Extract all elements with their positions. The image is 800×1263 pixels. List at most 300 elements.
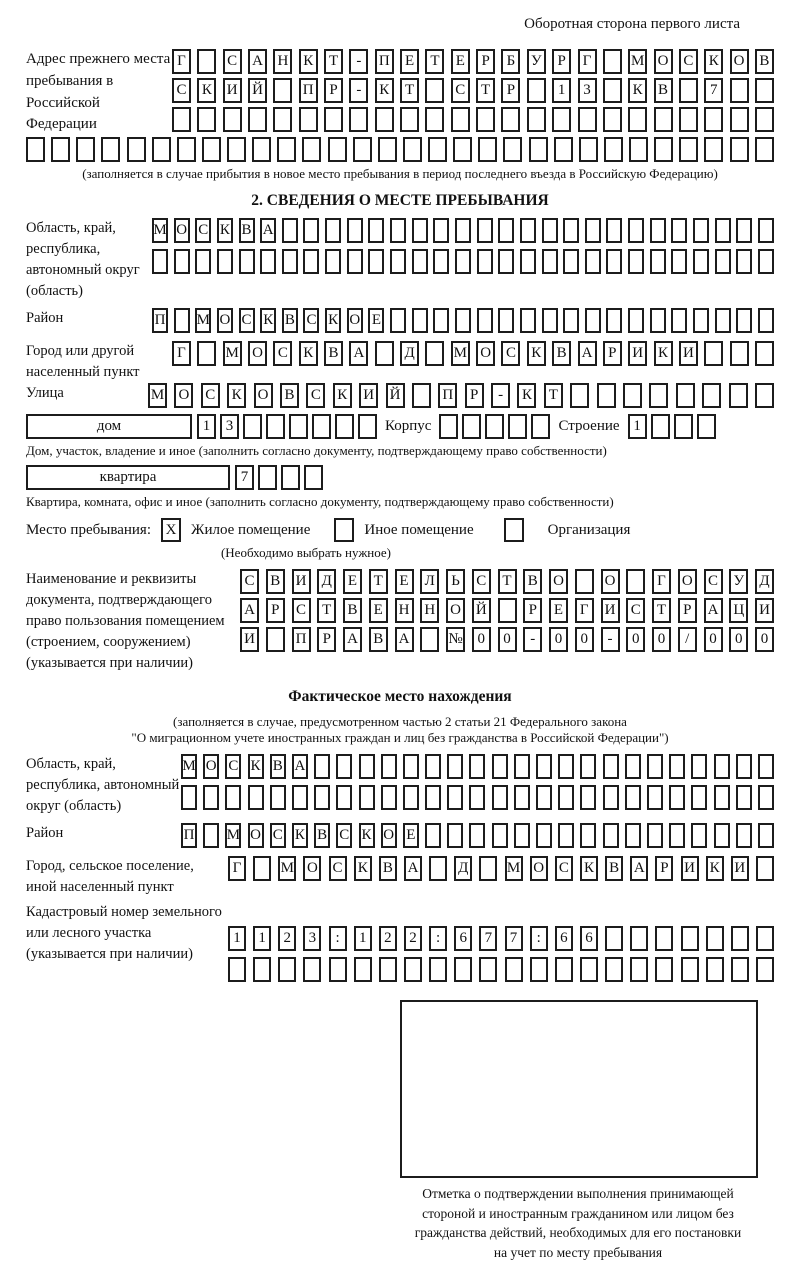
char-cell[interactable] (336, 754, 352, 779)
char-cell[interactable]: Д (317, 569, 336, 594)
char-cell[interactable]: 1 (197, 414, 216, 439)
char-cell[interactable]: 7 (479, 926, 497, 951)
char-cell[interactable] (555, 957, 573, 982)
previous-address-grid-row-1[interactable] (172, 49, 774, 74)
char-cell[interactable] (585, 308, 601, 333)
char-cell[interactable]: С (704, 569, 723, 594)
char-cell[interactable] (501, 107, 520, 132)
char-cell[interactable]: С (306, 383, 325, 408)
char-cell[interactable]: Р (465, 383, 484, 408)
char-cell[interactable] (282, 218, 298, 243)
char-cell[interactable] (277, 137, 296, 162)
char-cell[interactable] (651, 414, 670, 439)
char-cell[interactable] (604, 137, 623, 162)
char-cell[interactable] (174, 308, 190, 333)
char-cell[interactable] (325, 249, 341, 274)
char-cell[interactable]: В (369, 627, 388, 652)
char-cell[interactable]: В (324, 341, 343, 366)
char-cell[interactable]: И (755, 598, 774, 623)
char-cell[interactable]: И (359, 383, 378, 408)
char-cell[interactable]: С (223, 49, 242, 74)
char-cell[interactable]: О (476, 341, 495, 366)
char-cell[interactable] (679, 107, 698, 132)
char-cell[interactable]: П (152, 308, 168, 333)
char-cell[interactable]: О (549, 569, 568, 594)
char-cell[interactable]: И (601, 598, 620, 623)
char-cell[interactable]: И (731, 856, 749, 881)
char-cell[interactable] (625, 785, 641, 810)
char-cell[interactable] (455, 308, 471, 333)
char-cell[interactable] (758, 785, 774, 810)
char-cell[interactable] (714, 823, 730, 848)
char-cell[interactable]: Г (652, 569, 671, 594)
char-cell[interactable]: Т (400, 78, 419, 103)
char-cell[interactable] (248, 785, 264, 810)
char-cell[interactable]: Р (678, 598, 697, 623)
char-cell[interactable]: А (704, 598, 723, 623)
char-cell[interactable] (281, 465, 300, 490)
char-cell[interactable] (336, 785, 352, 810)
char-cell[interactable]: Й (248, 78, 267, 103)
char-cell[interactable] (172, 107, 191, 132)
char-cell[interactable] (239, 249, 255, 274)
char-cell[interactable] (671, 218, 687, 243)
char-cell[interactable]: К (628, 78, 647, 103)
char-cell[interactable] (400, 107, 419, 132)
char-cell[interactable] (585, 218, 601, 243)
char-cell[interactable] (605, 957, 623, 982)
char-cell[interactable]: 1 (253, 926, 271, 951)
char-cell[interactable] (253, 957, 271, 982)
char-cell[interactable]: 3 (220, 414, 239, 439)
char-cell[interactable] (736, 308, 752, 333)
char-cell[interactable] (270, 785, 286, 810)
char-cell[interactable] (693, 249, 709, 274)
char-cell[interactable] (623, 383, 642, 408)
char-cell[interactable] (731, 957, 749, 982)
char-cell[interactable]: Д (755, 569, 774, 594)
char-cell[interactable]: В (280, 383, 299, 408)
char-cell[interactable]: 0 (498, 627, 517, 652)
char-cell[interactable] (715, 218, 731, 243)
char-cell[interactable]: 0 (575, 627, 594, 652)
char-cell[interactable] (381, 754, 397, 779)
char-cell[interactable]: Д (400, 341, 419, 366)
char-cell[interactable] (227, 137, 246, 162)
char-cell[interactable] (731, 926, 749, 951)
char-cell[interactable]: В (270, 754, 286, 779)
char-cell[interactable]: Е (343, 569, 362, 594)
char-cell[interactable] (260, 249, 276, 274)
char-cell[interactable]: 3 (578, 78, 597, 103)
char-cell[interactable] (312, 414, 331, 439)
char-cell[interactable]: О (248, 341, 267, 366)
char-cell[interactable]: С (240, 569, 259, 594)
char-cell[interactable] (447, 823, 463, 848)
char-cell[interactable]: О (654, 49, 673, 74)
char-cell[interactable]: К (354, 856, 372, 881)
char-cell[interactable]: 7 (505, 926, 523, 951)
char-cell[interactable] (626, 569, 645, 594)
char-cell[interactable] (715, 308, 731, 333)
char-cell[interactable] (669, 754, 685, 779)
char-cell[interactable] (425, 754, 441, 779)
char-cell[interactable] (758, 249, 774, 274)
char-cell[interactable]: Р (552, 49, 571, 74)
char-cell[interactable]: О (730, 49, 749, 74)
char-cell[interactable] (531, 414, 550, 439)
char-cell[interactable] (492, 823, 508, 848)
char-cell[interactable]: Е (368, 308, 384, 333)
char-cell[interactable] (679, 78, 698, 103)
char-cell[interactable]: С (472, 569, 491, 594)
char-cell[interactable] (203, 785, 219, 810)
char-cell[interactable]: С (292, 598, 311, 623)
char-cell[interactable]: Ь (446, 569, 465, 594)
char-cell[interactable] (676, 383, 695, 408)
char-cell[interactable]: С (225, 754, 241, 779)
char-cell[interactable]: 2 (278, 926, 296, 951)
char-cell[interactable]: М (505, 856, 523, 881)
char-cell[interactable] (420, 627, 439, 652)
char-cell[interactable]: Т (317, 598, 336, 623)
char-cell[interactable] (76, 137, 95, 162)
char-cell[interactable] (181, 785, 197, 810)
char-cell[interactable]: П (438, 383, 457, 408)
char-cell[interactable]: К (197, 78, 216, 103)
char-cell[interactable] (697, 414, 716, 439)
char-cell[interactable]: С (273, 341, 292, 366)
char-cell[interactable] (704, 341, 723, 366)
char-cell[interactable] (756, 856, 774, 881)
char-cell[interactable] (606, 308, 622, 333)
char-cell[interactable]: О (248, 823, 264, 848)
char-cell[interactable]: - (601, 627, 620, 652)
char-cell[interactable] (563, 308, 579, 333)
char-cell[interactable] (177, 137, 196, 162)
char-cell[interactable]: Р (501, 78, 520, 103)
char-cell[interactable] (203, 823, 219, 848)
char-cell[interactable]: П (299, 78, 318, 103)
char-cell[interactable] (628, 107, 647, 132)
char-cell[interactable]: Й (472, 598, 491, 623)
char-cell[interactable] (195, 249, 211, 274)
char-cell[interactable] (359, 785, 375, 810)
char-cell[interactable] (101, 137, 120, 162)
street-grid[interactable] (148, 383, 774, 408)
char-cell[interactable] (299, 107, 318, 132)
char-cell[interactable] (691, 754, 707, 779)
char-cell[interactable] (347, 218, 363, 243)
char-cell[interactable]: В (343, 598, 362, 623)
char-cell[interactable] (425, 341, 444, 366)
char-cell[interactable]: Г (575, 598, 594, 623)
char-cell[interactable]: А (240, 598, 259, 623)
char-cell[interactable]: К (706, 856, 724, 881)
char-cell[interactable]: : (429, 926, 447, 951)
char-cell[interactable]: К (375, 78, 394, 103)
char-cell[interactable]: Н (395, 598, 414, 623)
char-cell[interactable]: О (303, 856, 321, 881)
char-cell[interactable]: 0 (755, 627, 774, 652)
char-cell[interactable] (243, 414, 262, 439)
document-grid-row-3[interactable] (240, 627, 774, 652)
char-cell[interactable] (606, 249, 622, 274)
char-cell[interactable]: 1 (354, 926, 372, 951)
char-cell[interactable] (403, 785, 419, 810)
char-cell[interactable]: С (555, 856, 573, 881)
char-cell[interactable] (508, 414, 527, 439)
char-cell[interactable]: Л (420, 569, 439, 594)
char-cell[interactable] (174, 249, 190, 274)
char-cell[interactable] (650, 308, 666, 333)
char-cell[interactable] (282, 249, 298, 274)
char-cell[interactable]: В (654, 78, 673, 103)
char-cell[interactable]: Е (549, 598, 568, 623)
char-cell[interactable] (349, 107, 368, 132)
char-cell[interactable]: С (336, 823, 352, 848)
previous-address-grid-row-3[interactable] (172, 107, 774, 132)
char-cell[interactable]: 1 (628, 414, 647, 439)
korpus-grid[interactable] (439, 414, 550, 439)
char-cell[interactable]: О (530, 856, 548, 881)
char-cell[interactable]: К (580, 856, 598, 881)
char-cell[interactable]: А (343, 627, 362, 652)
char-cell[interactable] (514, 785, 530, 810)
char-cell[interactable]: Т (476, 78, 495, 103)
char-cell[interactable] (273, 78, 292, 103)
char-cell[interactable] (603, 785, 619, 810)
char-cell[interactable] (704, 107, 723, 132)
char-cell[interactable] (693, 308, 709, 333)
char-cell[interactable]: 3 (303, 926, 321, 951)
char-cell[interactable] (730, 107, 749, 132)
char-cell[interactable] (390, 218, 406, 243)
char-cell[interactable] (625, 754, 641, 779)
char-cell[interactable] (379, 957, 397, 982)
char-cell[interactable]: К (260, 308, 276, 333)
char-cell[interactable] (736, 823, 752, 848)
char-cell[interactable]: Г (578, 49, 597, 74)
char-cell[interactable]: 0 (472, 627, 491, 652)
char-cell[interactable] (630, 957, 648, 982)
char-cell[interactable] (433, 249, 449, 274)
house-number-grid[interactable] (197, 414, 377, 439)
cadastral-grid-row-2[interactable] (228, 957, 774, 982)
char-cell[interactable]: Т (652, 598, 671, 623)
char-cell[interactable] (403, 137, 422, 162)
char-cell[interactable]: Р (523, 598, 542, 623)
char-cell[interactable]: 0 (626, 627, 645, 652)
char-cell[interactable] (536, 785, 552, 810)
char-cell[interactable]: Г (172, 49, 191, 74)
char-cell[interactable]: 0 (704, 627, 723, 652)
char-cell[interactable]: О (678, 569, 697, 594)
char-cell[interactable] (756, 957, 774, 982)
char-cell[interactable]: В (379, 856, 397, 881)
char-cell[interactable]: М (148, 383, 167, 408)
char-cell[interactable] (706, 957, 724, 982)
char-cell[interactable] (412, 383, 431, 408)
char-cell[interactable]: Т (544, 383, 563, 408)
char-cell[interactable]: М (628, 49, 647, 74)
char-cell[interactable]: Т (324, 49, 343, 74)
char-cell[interactable]: М (152, 218, 168, 243)
char-cell[interactable] (536, 823, 552, 848)
document-grid-row-1[interactable] (240, 569, 774, 594)
char-cell[interactable] (328, 137, 347, 162)
char-cell[interactable] (368, 249, 384, 274)
char-cell[interactable]: 0 (652, 627, 671, 652)
char-cell[interactable] (554, 137, 573, 162)
char-cell[interactable]: О (601, 569, 620, 594)
char-cell[interactable] (324, 107, 343, 132)
char-cell[interactable] (217, 249, 233, 274)
char-cell[interactable]: К (654, 341, 673, 366)
char-cell[interactable]: К (325, 308, 341, 333)
actual-city-grid[interactable] (228, 856, 774, 881)
char-cell[interactable] (314, 785, 330, 810)
char-cell[interactable]: К (227, 383, 246, 408)
char-cell[interactable] (736, 754, 752, 779)
char-cell[interactable]: С (239, 308, 255, 333)
char-cell[interactable] (477, 218, 493, 243)
char-cell[interactable]: Е (395, 569, 414, 594)
char-cell[interactable] (542, 308, 558, 333)
char-cell[interactable]: К (299, 341, 318, 366)
char-cell[interactable] (375, 107, 394, 132)
char-cell[interactable]: Р (655, 856, 673, 881)
char-cell[interactable]: - (349, 78, 368, 103)
char-cell[interactable] (390, 249, 406, 274)
char-cell[interactable]: В (282, 308, 298, 333)
char-cell[interactable]: С (172, 78, 191, 103)
char-cell[interactable] (425, 78, 444, 103)
char-cell[interactable]: И (681, 856, 699, 881)
char-cell[interactable] (529, 137, 548, 162)
char-cell[interactable]: А (395, 627, 414, 652)
char-cell[interactable]: О (254, 383, 273, 408)
char-cell[interactable]: Г (172, 341, 191, 366)
actual-district-grid[interactable] (181, 823, 774, 848)
char-cell[interactable] (202, 137, 221, 162)
char-cell[interactable]: Е (403, 823, 419, 848)
region-grid-row-1[interactable] (152, 218, 774, 243)
char-cell[interactable] (412, 249, 428, 274)
previous-address-grid-row-4[interactable] (26, 137, 774, 162)
char-cell[interactable]: О (347, 308, 363, 333)
char-cell[interactable] (433, 308, 449, 333)
char-cell[interactable] (127, 137, 146, 162)
char-cell[interactable] (603, 78, 622, 103)
char-cell[interactable]: - (349, 49, 368, 74)
char-cell[interactable]: А (349, 341, 368, 366)
char-cell[interactable] (580, 957, 598, 982)
char-cell[interactable]: Т (498, 569, 517, 594)
char-cell[interactable] (536, 754, 552, 779)
checkbox-residential[interactable]: X (161, 518, 181, 542)
char-cell[interactable] (679, 137, 698, 162)
char-cell[interactable] (335, 414, 354, 439)
char-cell[interactable] (51, 137, 70, 162)
char-cell[interactable]: К (704, 49, 723, 74)
char-cell[interactable]: А (404, 856, 422, 881)
char-cell[interactable]: О (217, 308, 233, 333)
char-cell[interactable]: М (195, 308, 211, 333)
char-cell[interactable]: О (446, 598, 465, 623)
char-cell[interactable]: Й (386, 383, 405, 408)
char-cell[interactable] (542, 218, 558, 243)
document-grid-row-2[interactable] (240, 598, 774, 623)
char-cell[interactable]: Р (266, 598, 285, 623)
char-cell[interactable] (478, 137, 497, 162)
char-cell[interactable] (429, 957, 447, 982)
char-cell[interactable] (758, 754, 774, 779)
char-cell[interactable] (736, 249, 752, 274)
char-cell[interactable] (628, 218, 644, 243)
char-cell[interactable]: В (266, 569, 285, 594)
char-cell[interactable] (681, 957, 699, 982)
char-cell[interactable] (353, 137, 372, 162)
char-cell[interactable]: О (381, 823, 397, 848)
char-cell[interactable] (755, 78, 774, 103)
char-cell[interactable] (197, 341, 216, 366)
char-cell[interactable] (704, 137, 723, 162)
char-cell[interactable] (681, 926, 699, 951)
char-cell[interactable]: У (729, 569, 748, 594)
char-cell[interactable]: - (491, 383, 510, 408)
char-cell[interactable] (252, 137, 271, 162)
char-cell[interactable] (451, 107, 470, 132)
char-cell[interactable]: Р (317, 627, 336, 652)
char-cell[interactable]: М (278, 856, 296, 881)
char-cell[interactable] (492, 785, 508, 810)
char-cell[interactable]: А (248, 49, 267, 74)
char-cell[interactable] (669, 823, 685, 848)
char-cell[interactable] (650, 218, 666, 243)
char-cell[interactable] (647, 823, 663, 848)
char-cell[interactable] (655, 957, 673, 982)
char-cell[interactable] (454, 957, 472, 982)
region-grid-row-2[interactable] (152, 249, 774, 274)
char-cell[interactable] (469, 754, 485, 779)
checkbox-other-premises[interactable] (334, 518, 354, 542)
char-cell[interactable]: 7 (704, 78, 723, 103)
char-cell[interactable] (358, 414, 377, 439)
char-cell[interactable]: В (239, 218, 255, 243)
char-cell[interactable]: К (527, 341, 546, 366)
char-cell[interactable] (514, 754, 530, 779)
char-cell[interactable]: 2 (404, 926, 422, 951)
char-cell[interactable]: И (292, 569, 311, 594)
char-cell[interactable]: К (333, 383, 352, 408)
char-cell[interactable] (266, 414, 285, 439)
char-cell[interactable] (755, 341, 774, 366)
char-cell[interactable]: Е (451, 49, 470, 74)
char-cell[interactable] (669, 785, 685, 810)
char-cell[interactable]: С (195, 218, 211, 243)
char-cell[interactable] (527, 107, 546, 132)
char-cell[interactable] (603, 49, 622, 74)
char-cell[interactable] (429, 856, 447, 881)
char-cell[interactable]: С (501, 341, 520, 366)
char-cell[interactable] (579, 137, 598, 162)
char-cell[interactable] (368, 218, 384, 243)
char-cell[interactable] (755, 107, 774, 132)
char-cell[interactable] (425, 107, 444, 132)
char-cell[interactable] (629, 137, 648, 162)
char-cell[interactable] (425, 785, 441, 810)
